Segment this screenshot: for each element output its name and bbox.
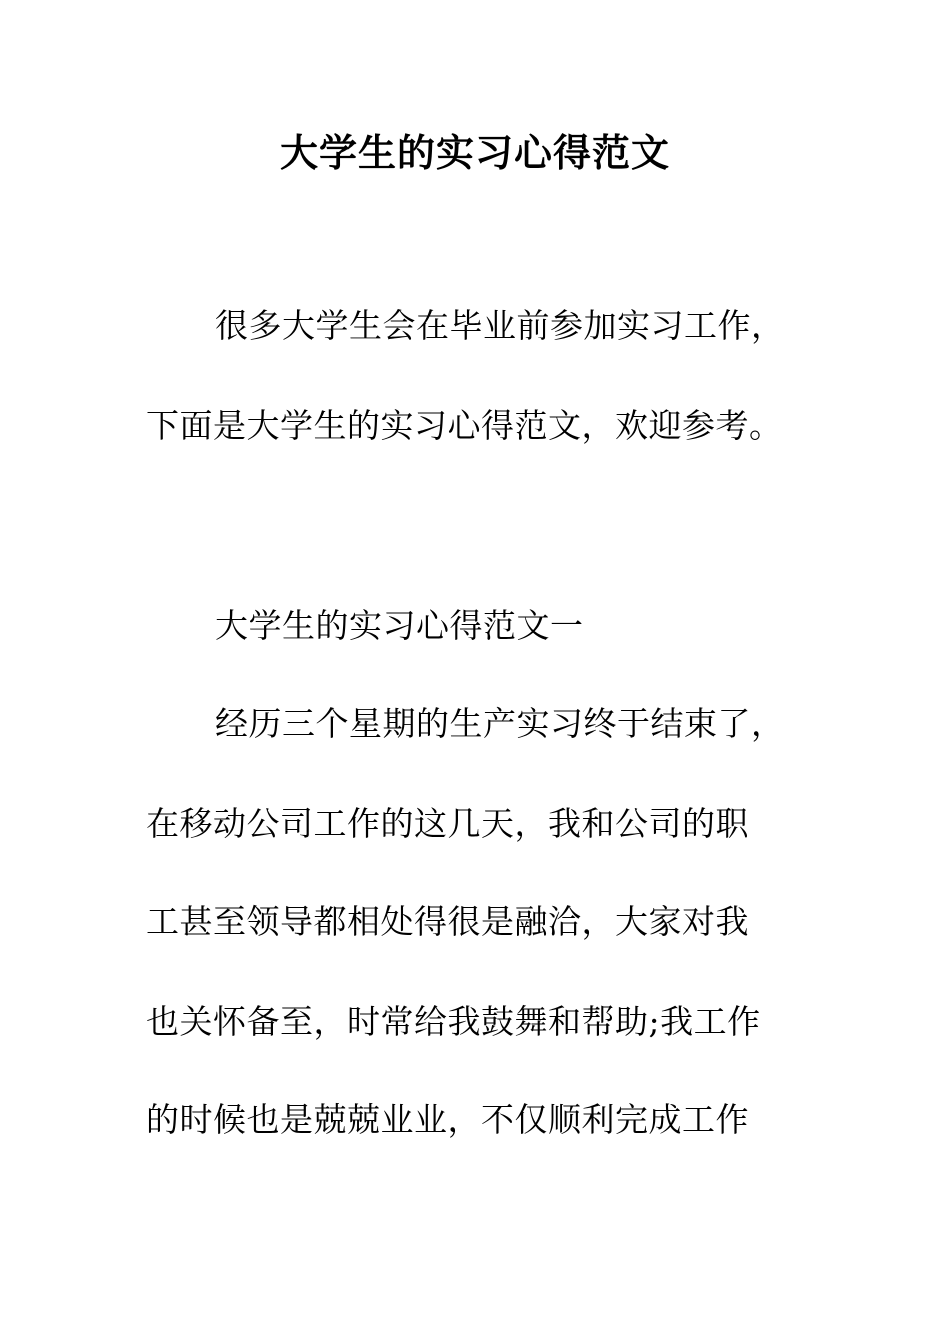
body-line-1: 经历三个星期的生产实习终于结束了， [215,704,785,743]
body-line-3: 工甚至领导都相处得很是融洽，大家对我 [146,902,749,941]
body-line-5: 的时候也是兢兢业业，不仅顺利完成工作 [146,1100,749,1139]
section-heading: 大学生的实习心得范文一 [215,606,584,645]
document-title: 大学生的实习心得范文 [279,130,670,175]
intro-line-2: 下面是大学生的实习心得范文，欢迎参考。 [146,406,783,445]
body-line-2: 在移动公司工作的这几天，我和公司的职 [146,804,749,843]
body-line-4: 也关怀备至，时常给我鼓舞和帮助;我工作 [146,1002,761,1041]
intro-line-1: 很多大学生会在毕业前参加实习工作， [215,306,785,345]
